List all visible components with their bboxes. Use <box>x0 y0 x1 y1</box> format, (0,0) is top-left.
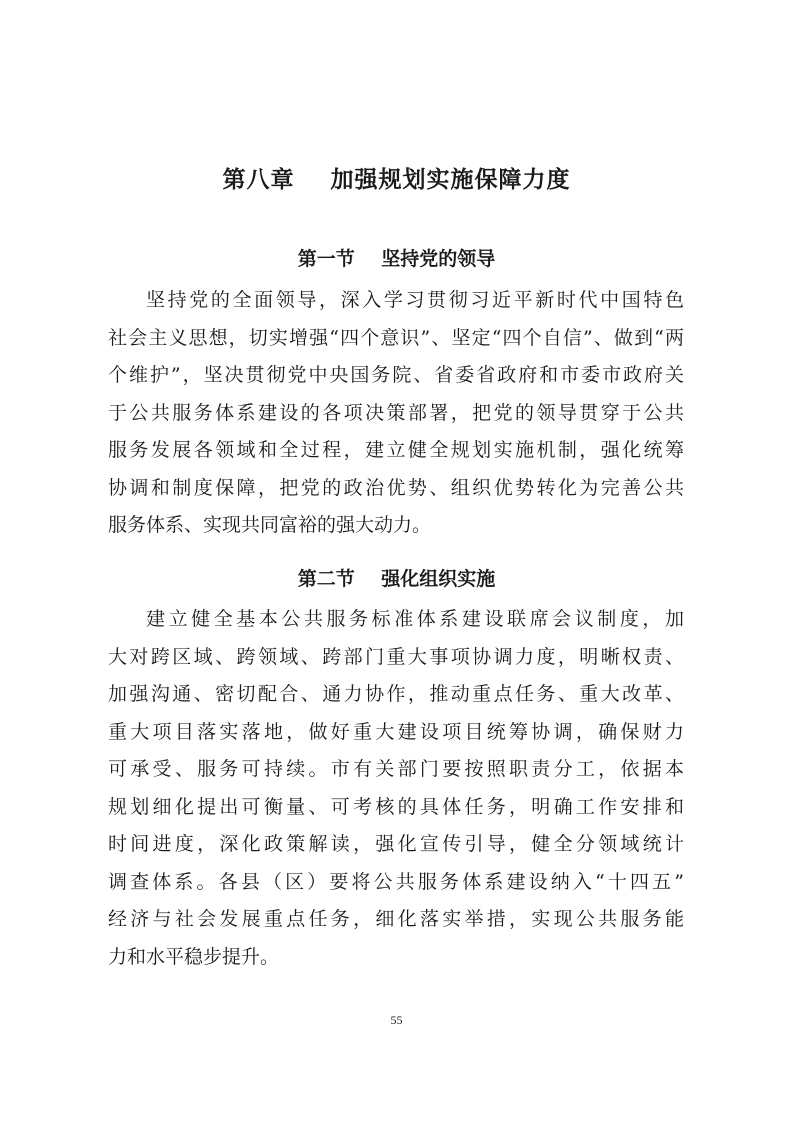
chapter-title: 第八章 加强规划实施保障力度 <box>222 167 571 193</box>
page-number: 55 <box>390 1013 403 1027</box>
paragraph-line: 加强沟通、密切配合、通力协作，推动重点任务、重大改革、 <box>108 683 684 705</box>
paragraph-line: 经济与社会发展重点任务，细化落实举措，实现公共服务能 <box>108 908 684 930</box>
section-paragraph <box>108 601 684 976</box>
paragraph-line: 坚持党的全面领导，深入学习贯彻习近平新时代中国特色 <box>146 289 684 311</box>
paragraph-line: 规划细化提出可衡量、可考核的具体任务，明确工作安排和 <box>108 795 684 818</box>
paragraph-line: 社会主义思想，切实增强“四个意识”、坚定“四个自信”、做到“两 <box>108 326 684 349</box>
paragraph-line: 服务体系、实现共同富裕的强大动力。 <box>108 514 432 536</box>
paragraph-line: 调查体系。各县（区）要将公共服务体系建设纳入“十四五” <box>108 870 684 893</box>
paragraph-line: 建立健全基本公共服务标准体系建设联席会议制度，加 <box>146 608 684 630</box>
paragraph-line: 可承受、服务可持续。市有关部门要按照职责分工，依据本 <box>108 758 684 780</box>
paragraph-line: 大对跨区域、跨领域、跨部门重大事项协调力度，明晰权责、 <box>108 645 684 668</box>
section-paragraph <box>108 282 684 545</box>
section-title: 第一节 坚持党的领导 <box>297 248 496 270</box>
paragraph-line: 力和水平稳步提升。 <box>108 945 280 968</box>
section-title: 第二节 强化组织实施 <box>297 568 496 590</box>
paragraph-line: 服务发展各领域和全过程，建立健全规划实施机制，强化统筹 <box>108 439 684 461</box>
paragraph-line: 个维护”，坚决贯彻党中央国务院、省委省政府和市委市政府关 <box>108 364 684 386</box>
paragraph-line: 协调和制度保障，把党的政治优势、组织优势转化为完善公共 <box>108 476 684 499</box>
paragraph-line: 于公共服务体系建设的各项决策部署，把党的领导贯穿于公共 <box>108 401 684 424</box>
paragraph-line: 时间进度，深化政策解读，强化宣传引导，健全分领域统计 <box>108 833 684 855</box>
paragraph-line: 重大项目落实落地，做好重大建设项目统筹协调，确保财力 <box>108 720 684 743</box>
